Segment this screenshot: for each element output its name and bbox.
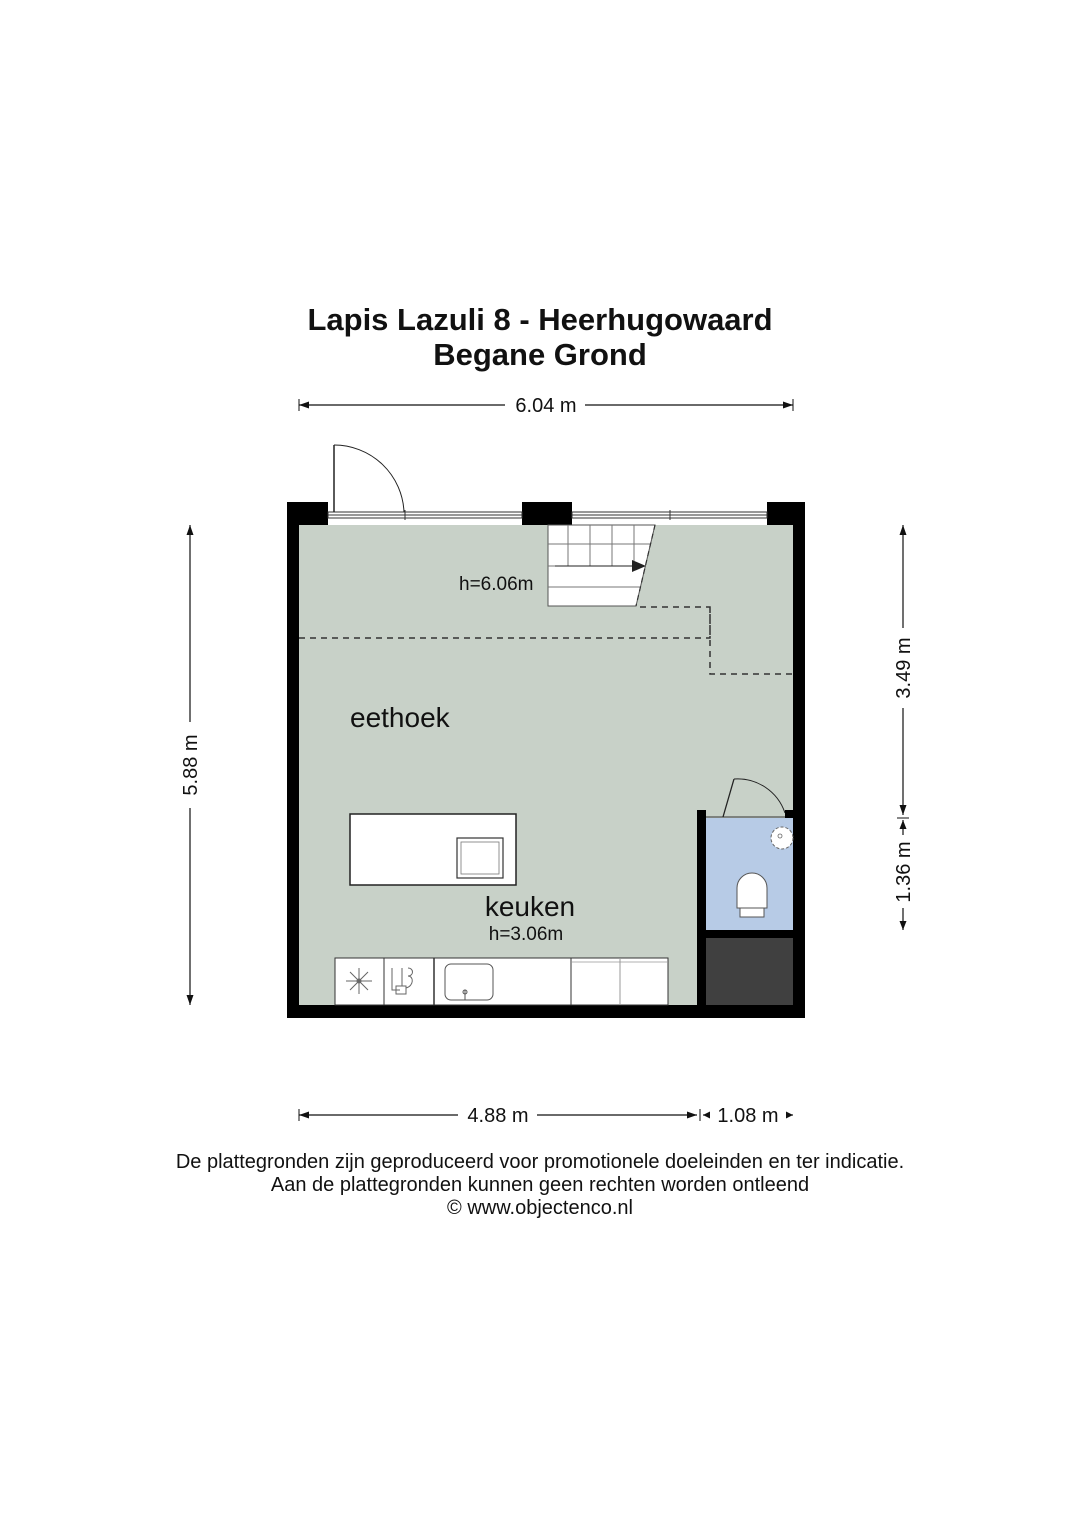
- dimension-left-height: [180, 525, 202, 1005]
- dimension-top-label: 6.04 m: [515, 395, 577, 417]
- room-height-stairs: h=6.06m: [459, 574, 534, 595]
- kitchen-island: [350, 814, 516, 885]
- washbasin-icon: [771, 827, 793, 849]
- disclaimer-line-1: De plattegronden zijn geproduceerd voor promotionele doeleinden en ter indicatie.: [175, 1151, 905, 1173]
- plan-title: Lapis Lazuli 8 - Heerhugowaard: [307, 302, 773, 337]
- dimension-right: [893, 525, 915, 930]
- storage-closet: [706, 938, 793, 1005]
- dimension-right-upper-label: 3.49 m: [893, 637, 915, 699]
- room-height-kitchen: h=3.06m: [488, 924, 564, 945]
- floor-name: Begane Grond: [433, 337, 647, 372]
- dimension-bottom-right-label: 1.08 m: [717, 1105, 779, 1127]
- staircase: [548, 525, 655, 606]
- dimension-left-label: 5.88 m: [180, 734, 202, 796]
- toilet-icon: [737, 873, 767, 917]
- dimension-right-lower-label: 1.36 m: [893, 841, 915, 903]
- dimension-bottom-left-label: 4.88 m: [467, 1105, 529, 1127]
- room-label-kitchen: keuken: [484, 891, 576, 922]
- kitchen-counter: [335, 958, 668, 1005]
- room-label-dining: eethoek: [350, 702, 450, 733]
- copyright-line: © www.objectenco.nl: [447, 1197, 633, 1219]
- dimension-top-width: [299, 395, 793, 417]
- dimension-bottom: [299, 1105, 793, 1127]
- entrance-door: [334, 445, 404, 512]
- disclaimer-line-2: Aan de plattegronden kunnen geen rechten worden ontleend: [270, 1174, 810, 1196]
